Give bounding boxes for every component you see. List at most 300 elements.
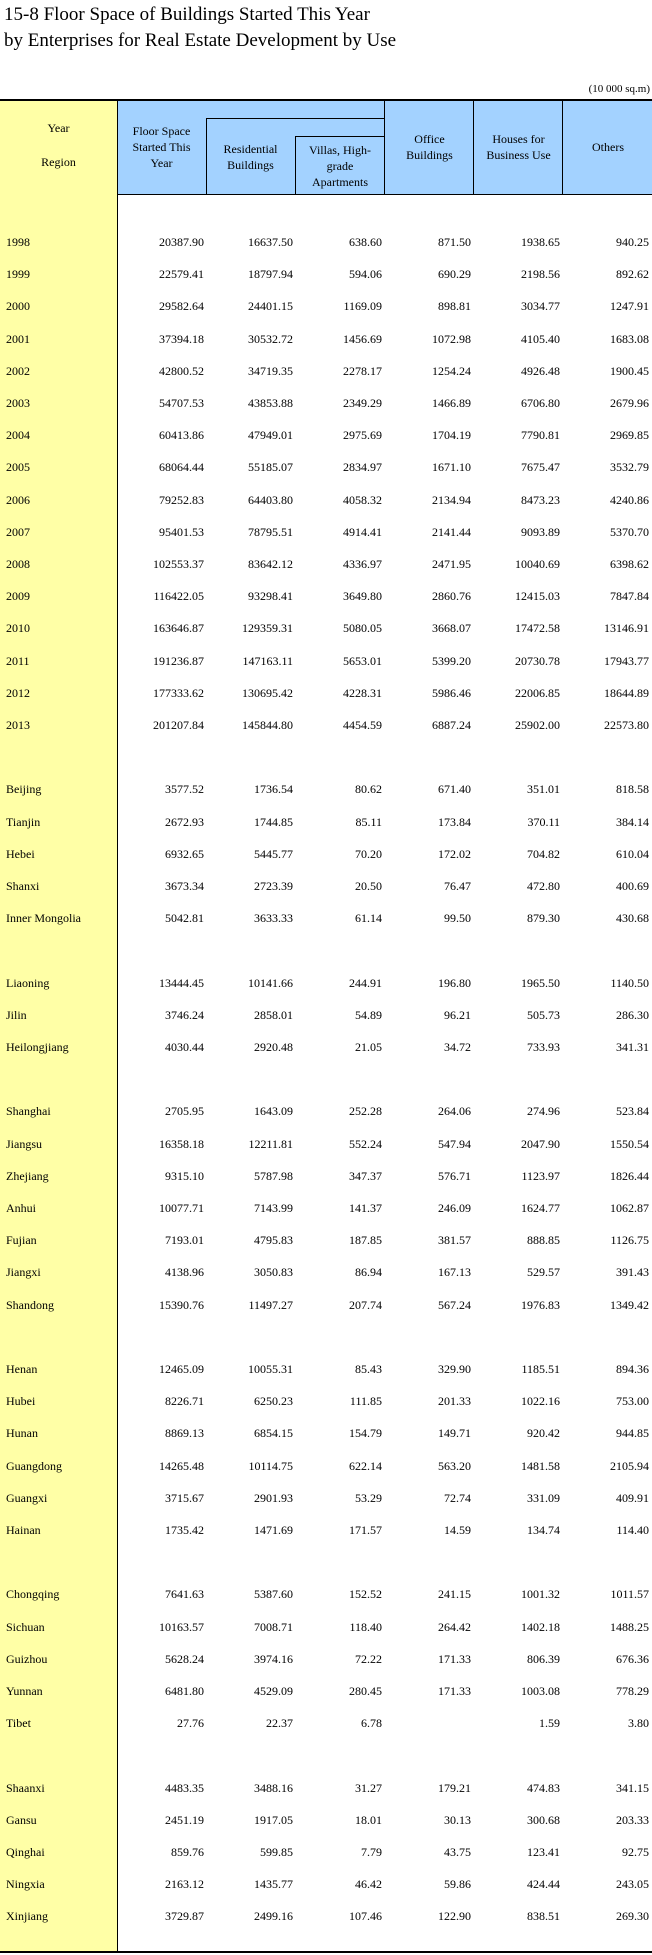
row-label: Tianjin [6, 814, 41, 829]
table-cell: 43853.88 [248, 396, 293, 410]
table-cell: 22573.80 [604, 718, 649, 732]
header-region: Region [41, 155, 76, 169]
header-divider [206, 118, 384, 119]
row-label: 1998 [6, 235, 30, 249]
table-cell: 203.33 [616, 1812, 649, 1827]
table-cell: 6706.80 [521, 396, 560, 410]
table-cell: 4795.83 [254, 1233, 293, 1248]
table-row [0, 645, 652, 677]
table-cell: 1624.77 [521, 1201, 560, 1215]
table-cell: 43.75 [444, 1845, 471, 1859]
header-divider [473, 100, 474, 194]
table-cell: 10141.66 [248, 975, 293, 990]
table-row [0, 1868, 652, 1900]
table-cell: 1643.09 [254, 1104, 293, 1119]
row-label: Chongqing [6, 1587, 60, 1602]
table-row [0, 838, 652, 870]
row-label: 2001 [6, 331, 30, 346]
table-row [0, 484, 652, 516]
row-label: Hunan [6, 1426, 38, 1441]
table-cell: 55185.07 [248, 460, 293, 475]
table-row [0, 999, 652, 1031]
table-cell: 72.74 [444, 1490, 471, 1505]
row-label: Beijing [6, 782, 42, 797]
table-cell: 70.20 [355, 846, 382, 861]
header-divider [295, 137, 296, 194]
table-cell: 152.52 [349, 1587, 382, 1602]
table-cell: 86.94 [355, 1265, 382, 1280]
table-cell: 2969.85 [610, 428, 649, 443]
table-cell: 61.14 [355, 911, 382, 926]
table-cell: 1826.44 [610, 1168, 649, 1183]
table-cell: 3.80 [628, 1716, 649, 1731]
table-cell: 1917.05 [254, 1812, 293, 1827]
table-cell: 241.15 [438, 1587, 471, 1602]
table-cell: 8473.23 [521, 492, 560, 507]
row-label: Guizhou [6, 1651, 48, 1666]
year-region-header [0, 100, 117, 194]
table-row [0, 1160, 652, 1192]
row-label: Yunnan [6, 1684, 43, 1698]
table-cell: 95401.53 [159, 524, 204, 539]
row-label: Guangdong [6, 1458, 62, 1473]
table-row [0, 355, 652, 387]
table-row [0, 967, 652, 999]
table-cell: 2679.96 [610, 396, 649, 410]
table-cell: 3034.77 [521, 299, 560, 314]
table-cell: 1123.97 [521, 1168, 560, 1183]
table-cell: 141.37 [349, 1201, 382, 1215]
table-cell: 1022.16 [521, 1394, 560, 1409]
table-cell: 11497.27 [248, 1297, 293, 1312]
table-row [0, 612, 652, 644]
table-cell: 59.86 [444, 1877, 471, 1892]
table-cell: 1976.83 [521, 1297, 560, 1312]
table-cell: 3577.52 [165, 782, 204, 797]
table-cell: 171.33 [438, 1651, 471, 1666]
table-cell: 20387.90 [159, 235, 204, 249]
table-cell: 46.42 [355, 1877, 382, 1892]
table-cell: 5042.81 [165, 911, 204, 926]
table-cell: 10040.69 [515, 557, 560, 571]
row-label: 2007 [6, 524, 30, 539]
header-business: Houses for Business Use [486, 132, 551, 162]
table-cell: 341.15 [616, 1780, 649, 1795]
table-cell: 244.91 [349, 975, 382, 990]
table-cell: 523.84 [616, 1104, 649, 1119]
table-cell: 30532.72 [248, 331, 293, 346]
table-cell: 134.74 [527, 1523, 560, 1537]
table-cell: 1140.50 [610, 975, 649, 990]
table-cell: 22006.85 [515, 685, 560, 700]
table-row [0, 1675, 652, 1707]
table-cell: 149.71 [438, 1426, 471, 1441]
table-cell: 16637.50 [248, 235, 293, 249]
table-cell: 20.50 [355, 879, 382, 893]
table-cell: 6854.15 [254, 1426, 293, 1441]
table-cell: 2499.16 [254, 1909, 293, 1924]
table-cell: 2105.94 [610, 1458, 649, 1473]
table-row [0, 258, 652, 290]
table-cell: 671.40 [438, 782, 471, 797]
table-cell: 4454.59 [343, 718, 382, 732]
table-cell: 4105.40 [521, 331, 560, 346]
unit-label: (10 000 sq.m) [588, 83, 650, 95]
table-cell: 280.45 [349, 1684, 382, 1698]
row-label: Tibet [6, 1716, 31, 1731]
table-cell: 7641.63 [165, 1587, 204, 1602]
table-cell: 391.43 [616, 1265, 649, 1280]
table-cell: 2975.69 [343, 428, 382, 443]
table-cell: 2860.76 [432, 589, 471, 604]
table-cell: 47949.01 [248, 428, 293, 443]
table-cell: 2723.39 [254, 879, 293, 893]
table-cell: 370.11 [527, 814, 560, 829]
row-label: Sichuan [6, 1619, 45, 1634]
table-cell: 286.30 [616, 1007, 649, 1022]
table-cell: 1254.24 [432, 363, 471, 378]
table-cell: 4336.97 [343, 557, 382, 571]
table-cell: 409.91 [616, 1490, 649, 1505]
table-cell: 7008.71 [254, 1619, 293, 1634]
table-cell: 17472.58 [515, 621, 560, 636]
row-label: 2013 [6, 718, 30, 732]
table-cell: 599.85 [260, 1845, 293, 1859]
table-cell: 7790.81 [521, 428, 560, 443]
table-cell: 191236.87 [153, 653, 204, 668]
table-cell: 2278.17 [343, 363, 382, 378]
table-row [0, 1611, 652, 1643]
table-cell: 806.39 [527, 1651, 560, 1666]
row-label: Gansu [6, 1812, 37, 1827]
table-cell: 12465.09 [159, 1362, 204, 1376]
row-label: 2003 [6, 396, 30, 410]
table-row [0, 1417, 652, 1449]
table-cell: 102553.37 [153, 557, 204, 571]
table-cell: 3488.16 [254, 1780, 293, 1795]
table-row [0, 419, 652, 451]
table-cell: 6932.65 [165, 846, 204, 861]
table-cell: 21.05 [355, 1040, 382, 1054]
table-row [0, 870, 652, 902]
header-year: Year [47, 121, 70, 135]
table-cell: 37394.18 [159, 331, 204, 346]
table-cell: 12415.03 [515, 589, 560, 604]
table-cell: 30.13 [444, 1812, 471, 1827]
table-row [0, 1450, 652, 1482]
table-cell: 894.36 [616, 1362, 649, 1376]
table-cell: 341.31 [616, 1040, 649, 1054]
table-row [0, 806, 652, 838]
table-cell: 1965.50 [521, 975, 560, 990]
table-row [0, 1900, 652, 1932]
table-cell: 1402.18 [521, 1619, 560, 1634]
table-cell: 329.90 [438, 1362, 471, 1376]
row-label: Shanxi [6, 879, 40, 893]
table-cell: 4483.35 [165, 1780, 204, 1795]
table-cell: 1938.65 [521, 235, 560, 249]
table-cell: 474.83 [527, 1780, 560, 1795]
table-cell: 2834.97 [343, 460, 382, 475]
table-cell: 269.30 [616, 1909, 649, 1924]
table-cell: 879.30 [527, 911, 560, 926]
table-cell: 944.85 [616, 1426, 649, 1441]
row-label: Shandong [6, 1297, 54, 1312]
table-cell: 85.43 [355, 1362, 382, 1376]
table-cell: 60413.86 [159, 428, 204, 443]
table-cell: 1003.08 [521, 1684, 560, 1698]
table-cell: 79252.83 [159, 492, 204, 507]
table-row [0, 1031, 652, 1063]
table-cell: 16358.18 [159, 1136, 204, 1151]
row-label: Shanghai [6, 1104, 51, 1119]
row-label: 2008 [6, 557, 30, 571]
table-cell: 7847.84 [610, 589, 649, 604]
table-cell: 130695.42 [242, 685, 293, 700]
table-cell: 4926.48 [521, 363, 560, 378]
table-cell: 331.09 [527, 1490, 560, 1505]
table-cell: 8226.71 [165, 1394, 204, 1409]
table-bottom-rule [0, 1951, 652, 1953]
table-cell: 676.36 [616, 1651, 649, 1666]
table-cell: 54.89 [355, 1007, 382, 1022]
table-cell: 129359.31 [242, 621, 293, 636]
table-cell: 207.74 [349, 1297, 382, 1312]
table-cell: 20730.78 [515, 653, 560, 668]
table-cell: 400.69 [616, 879, 649, 893]
table-row [0, 677, 652, 709]
table-cell: 116422.05 [153, 589, 204, 604]
table-cell: 1072.98 [432, 331, 471, 346]
table-cell: 68064.44 [159, 460, 204, 475]
row-label: Inner Mongolia [6, 911, 81, 926]
table-cell: 1062.87 [610, 1201, 649, 1215]
table-cell: 2920.48 [254, 1040, 293, 1054]
table-cell: 5370.70 [610, 524, 649, 539]
table-cell: 1900.45 [610, 363, 649, 378]
table-cell: 472.80 [527, 879, 560, 893]
table-cell: 83642.12 [248, 557, 293, 571]
table-row [0, 1643, 652, 1675]
table-cell: 547.94 [438, 1136, 471, 1151]
table-cell: 14265.48 [159, 1458, 204, 1473]
table-cell: 22.37 [266, 1716, 293, 1731]
table-cell: 4030.44 [165, 1040, 204, 1054]
table-cell: 15390.76 [159, 1297, 204, 1312]
table-cell: 384.14 [616, 814, 649, 829]
table-cell: 173.84 [438, 814, 471, 829]
table-cell: 753.00 [616, 1394, 649, 1409]
table-cell: 6250.23 [254, 1394, 293, 1409]
table-row [0, 1256, 652, 1288]
table-cell: 4240.86 [610, 492, 649, 507]
table-cell: 80.62 [355, 782, 382, 797]
table-cell: 10114.75 [248, 1458, 293, 1473]
table-cell: 3668.07 [432, 621, 471, 636]
table-row [0, 1095, 652, 1127]
table-row [0, 323, 652, 355]
table-cell: 53.29 [355, 1490, 382, 1505]
table-row [0, 1772, 652, 1804]
row-label: Anhui [6, 1201, 36, 1215]
row-label: Ningxia [6, 1877, 45, 1892]
table-cell: 1704.19 [432, 428, 471, 443]
row-label: Qinghai [6, 1845, 45, 1859]
table-cell: 243.05 [616, 1877, 649, 1892]
table-cell: 1247.91 [610, 299, 649, 314]
table-row [0, 902, 652, 934]
table-cell: 576.71 [438, 1168, 471, 1183]
table-cell: 871.50 [438, 235, 471, 249]
row-label: Jiangsu [6, 1136, 42, 1151]
table-cell: 563.20 [438, 1458, 471, 1473]
table-cell: 264.06 [438, 1104, 471, 1119]
table-cell: 622.14 [349, 1458, 382, 1473]
table-row [0, 387, 652, 419]
table-cell: 1001.32 [521, 1587, 560, 1602]
table-cell: 552.24 [349, 1136, 382, 1151]
table-cell: 5387.60 [254, 1587, 293, 1602]
table-cell: 4228.31 [343, 685, 382, 700]
table-cell: 424.44 [527, 1877, 560, 1892]
table-cell: 2901.93 [254, 1490, 293, 1505]
table-cell: 27.76 [177, 1716, 204, 1731]
table-cell: 12211.81 [248, 1136, 293, 1151]
table-cell: 5080.05 [343, 621, 382, 636]
table-cell: 5986.46 [432, 685, 471, 700]
table-row [0, 1707, 652, 1739]
table-cell: 18.01 [355, 1812, 382, 1827]
table-cell: 859.76 [171, 1845, 204, 1859]
table-cell: 898.81 [438, 299, 471, 314]
table-cell: 3746.24 [165, 1007, 204, 1022]
table-cell: 430.68 [616, 911, 649, 926]
row-label: Heilongjiang [6, 1040, 69, 1054]
table-cell: 1185.51 [521, 1362, 560, 1376]
table-cell: 1126.75 [610, 1233, 649, 1248]
table-cell: 505.73 [527, 1007, 560, 1022]
table-cell: 1481.58 [521, 1458, 560, 1473]
table-row [0, 1514, 652, 1546]
table-cell: 78795.51 [248, 524, 293, 539]
row-label: Guangxi [6, 1490, 48, 1505]
table-cell: 7193.01 [165, 1233, 204, 1248]
table-cell: 64403.80 [248, 492, 293, 507]
table-cell: 147163.11 [242, 653, 293, 668]
table-cell: 3649.80 [343, 589, 382, 604]
table-cell: 111.85 [349, 1394, 382, 1409]
table-cell: 5399.20 [432, 653, 471, 668]
row-label: Jilin [6, 1007, 27, 1022]
table-cell: 2134.94 [432, 492, 471, 507]
table-cell: 9093.89 [521, 524, 560, 539]
row-label: 2000 [6, 299, 30, 314]
table-cell: 172.02 [438, 846, 471, 861]
row-label: 2011 [6, 653, 30, 668]
table-cell: 34719.35 [248, 363, 293, 378]
table-cell: 3974.16 [254, 1651, 293, 1666]
table-cell: 6398.62 [610, 557, 649, 571]
table-cell: 31.27 [355, 1780, 382, 1795]
table-cell: 171.57 [349, 1523, 382, 1537]
table-cell: 5653.01 [343, 653, 382, 668]
row-label: Fujian [6, 1233, 37, 1248]
table-cell: 1550.54 [610, 1136, 649, 1151]
table-cell: 594.06 [349, 267, 382, 282]
table-cell: 2451.19 [165, 1812, 204, 1827]
table-cell: 2471.95 [432, 557, 471, 571]
table-cell: 2047.90 [521, 1136, 560, 1151]
title-line-2: by Enterprises for Real Estate Development by Use [4, 30, 397, 51]
table-cell: 154.79 [349, 1426, 382, 1441]
row-label: 2005 [6, 460, 30, 475]
table-cell: 10055.31 [248, 1362, 293, 1376]
table-cell: 5628.24 [165, 1651, 204, 1666]
row-label: 2002 [6, 363, 30, 378]
table-cell: 1466.89 [432, 396, 471, 410]
header-divider [206, 119, 207, 194]
row-label: Zhejiang [6, 1168, 49, 1183]
table-cell: 351.01 [527, 782, 560, 797]
row-label: Liaoning [6, 975, 50, 990]
row-label: Jiangxi [6, 1265, 41, 1280]
table-cell: 252.28 [349, 1104, 382, 1119]
table-top-rule [0, 99, 652, 101]
table-row [0, 1192, 652, 1224]
table-cell: 54707.53 [159, 396, 204, 410]
table-cell: 1456.69 [343, 331, 382, 346]
title-line-1: 15-8 Floor Space of Buildings Started This Year [4, 4, 370, 25]
table-cell: 10077.71 [159, 1201, 204, 1215]
table-cell: 818.58 [616, 782, 649, 797]
table-cell: 179.21 [438, 1780, 471, 1795]
table-cell: 6481.80 [165, 1684, 204, 1698]
table-cell: 5787.98 [254, 1168, 293, 1183]
table-cell: 25902.00 [515, 718, 560, 732]
table-cell: 381.57 [438, 1233, 471, 1248]
table-cell: 196.80 [438, 975, 471, 990]
table-cell: 778.29 [616, 1684, 649, 1698]
table-cell: 2705.95 [165, 1104, 204, 1119]
table-cell: 177333.62 [153, 685, 204, 700]
table-row [0, 1482, 652, 1514]
table-cell: 920.42 [527, 1426, 560, 1441]
table-cell: 187.85 [349, 1233, 382, 1248]
table-cell: 118.40 [349, 1619, 382, 1634]
table-cell: 529.57 [527, 1265, 560, 1280]
table-cell: 300.68 [527, 1812, 560, 1827]
table-row [0, 709, 652, 741]
table-cell: 92.75 [622, 1845, 649, 1859]
table-cell: 1736.54 [254, 782, 293, 797]
table-cell: 4529.09 [254, 1684, 293, 1698]
table-cell: 96.21 [444, 1007, 471, 1022]
table-cell: 940.25 [616, 235, 649, 249]
table-cell: 17943.77 [604, 653, 649, 668]
table-cell: 24401.15 [248, 299, 293, 314]
header-floor-space: Floor Space Started This Year [132, 124, 191, 170]
table-cell: 107.46 [349, 1909, 382, 1924]
header-office: Office Buildings [406, 132, 453, 162]
table-cell: 610.04 [616, 846, 649, 861]
table-cell: 1.59 [539, 1716, 560, 1731]
table-cell: 4058.32 [343, 492, 382, 507]
table-cell: 3729.87 [165, 1909, 204, 1924]
table-cell: 6887.24 [432, 718, 471, 732]
table-cell: 6.78 [361, 1716, 382, 1731]
table-row [0, 451, 652, 483]
table-cell: 72.22 [355, 1651, 382, 1666]
